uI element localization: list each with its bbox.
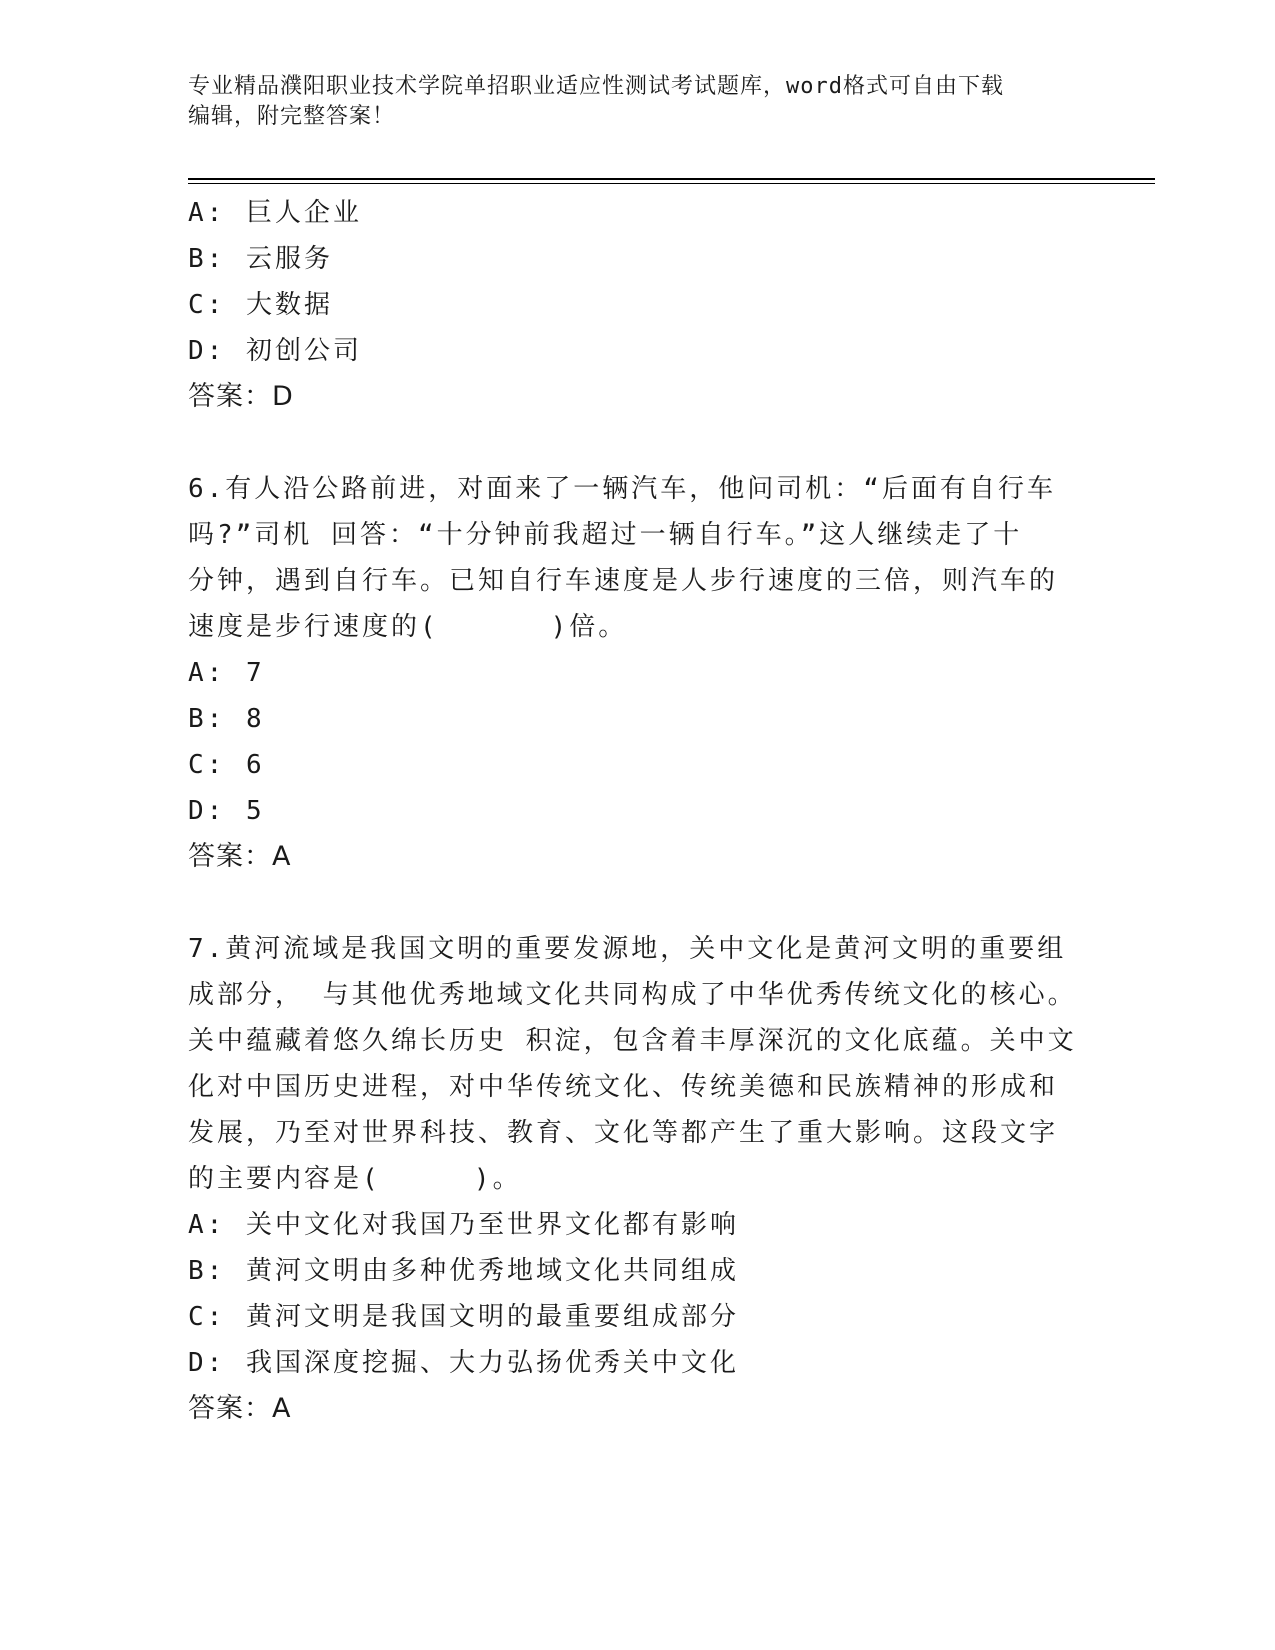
- option-text: 7: [246, 658, 265, 688]
- option-a: [188, 650, 1088, 696]
- question-7-options: [188, 1202, 1088, 1386]
- option-text: 黄河文明由多种优秀地域文化共同组成: [246, 1256, 740, 1286]
- question-line: 发展，乃至对世界科技、教育、文化等都产生了重大影响。这段文字: [188, 1118, 1059, 1148]
- option-c: [188, 282, 1088, 328]
- option-text: 大数据: [246, 290, 334, 320]
- option-letter: A:: [188, 658, 226, 688]
- option-letter: C:: [188, 1302, 226, 1332]
- question-line: 成部分， 与其他优秀地域文化共同构成了中华优秀传统文化的核心。: [188, 980, 1077, 1010]
- option-letter: C:: [188, 290, 226, 320]
- option-d: [188, 788, 1088, 834]
- header-divider-thick: [188, 178, 1155, 180]
- option-letter: D:: [188, 336, 226, 366]
- option-c: [188, 742, 1088, 788]
- question-7-stem: [188, 926, 1088, 1202]
- question-5-answer: 答案：D: [188, 381, 294, 412]
- document-header: [188, 72, 1068, 132]
- option-d: [188, 1340, 1088, 1386]
- option-a: [188, 190, 1088, 236]
- option-a: [188, 1202, 1088, 1248]
- option-letter: B:: [188, 244, 226, 274]
- question-line: 分钟，遇到自行车。已知自行车速度是人步行速度的三倍，则汽车的: [188, 566, 1059, 596]
- option-text: 8: [246, 704, 265, 734]
- question-6-answer: 答案：A: [188, 841, 292, 872]
- option-b: [188, 1248, 1088, 1294]
- option-text: 巨人企业: [246, 198, 363, 228]
- spacer: [188, 420, 1088, 466]
- option-letter: B:: [188, 1256, 226, 1286]
- question-7-answer: 答案：A: [188, 1393, 292, 1424]
- question-line: 7.黄河流域是我国文明的重要发源地，关中文化是黄河文明的重要组: [188, 934, 1067, 964]
- header-divider-thin: [188, 183, 1155, 184]
- question-6-stem: [188, 466, 1088, 650]
- option-letter: A:: [188, 1210, 226, 1240]
- question-line: 6.有人沿公路前进，对面来了一辆汽车，他问司机：“后面有自行车: [188, 474, 1056, 504]
- header-line-1: 专业精品濮阳职业技术学院单招职业适应性测试考试题库，word格式可自由下载: [188, 74, 1004, 99]
- question-line: 的主要内容是( )。: [188, 1164, 522, 1194]
- option-b: [188, 696, 1088, 742]
- question-5-options: [188, 190, 1088, 374]
- header-line-2: 编辑，附完整答案！: [188, 104, 396, 129]
- question-line: 速度是步行速度的( )倍。: [188, 612, 628, 642]
- option-text: 5: [246, 796, 265, 826]
- option-d: [188, 328, 1088, 374]
- spacer: [188, 880, 1088, 926]
- question-line: 关中蕴藏着悠久绵长历史 积淀，包含着丰厚深沉的文化底蕴。关中文: [188, 1026, 1077, 1056]
- option-letter: A:: [188, 198, 226, 228]
- question-6-options: [188, 650, 1088, 834]
- option-text: 黄河文明是我国文明的最重要组成部分: [246, 1302, 740, 1332]
- option-text: 云服务: [246, 244, 334, 274]
- option-text: 我国深度挖掘、大力弘扬优秀关中文化: [246, 1348, 740, 1378]
- document-body: [188, 190, 1088, 1432]
- option-text: 初创公司: [246, 336, 363, 366]
- option-b: [188, 236, 1088, 282]
- option-text: 6: [246, 750, 265, 780]
- question-line: 吗?”司机 回答：“十分钟前我超过一辆自行车。”这人继续走了十: [188, 520, 1023, 550]
- option-letter: D:: [188, 1348, 226, 1378]
- option-letter: C:: [188, 750, 226, 780]
- option-c: [188, 1294, 1088, 1340]
- option-letter: D:: [188, 796, 226, 826]
- question-line: 化对中国历史进程，对中华传统文化、传统美德和民族精神的形成和: [188, 1072, 1059, 1102]
- option-letter: B:: [188, 704, 226, 734]
- option-text: 关中文化对我国乃至世界文化都有影响: [246, 1210, 740, 1240]
